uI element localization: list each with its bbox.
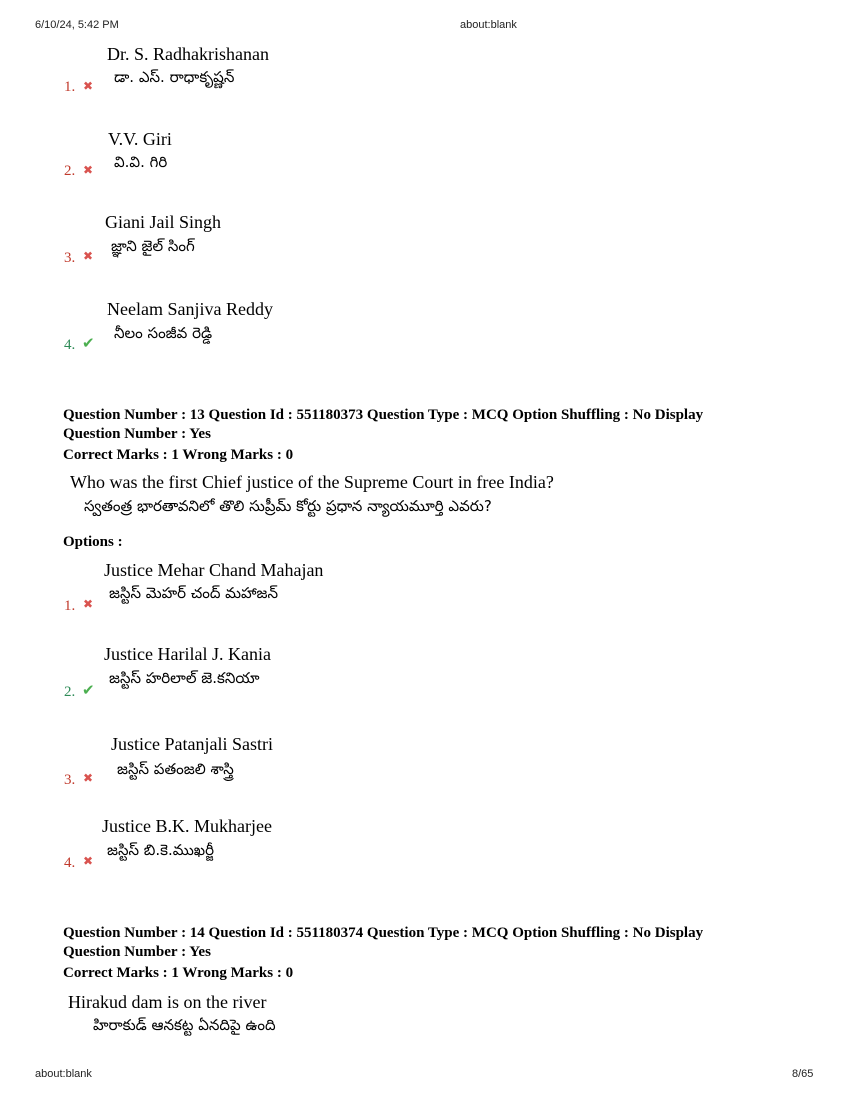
option-number: 3. bbox=[64, 772, 76, 788]
question-text-te: స్వతంత్ర భారతావనిలో తొలి సుప్రీమ్ కోర్టు ప్రధాన న్యాయమూర్తి ఎవరు? bbox=[84, 497, 492, 515]
options-label: Options : bbox=[63, 534, 123, 550]
option-text-en: Justice Harilal J. Kania bbox=[104, 644, 271, 664]
option-number: 2. bbox=[64, 684, 76, 700]
option-text-en: Justice B.K. Mukharjee bbox=[102, 816, 272, 836]
question-meta-line: Question Number : 13 Question Id : 551180373 Question Type : MCQ Option Shuffling : No Display bbox=[63, 407, 704, 423]
question-marks: Correct Marks : 1 Wrong Marks : 0 bbox=[63, 965, 294, 981]
option-text-te: జస్టిస్ బి.కె.ముఖర్జీ bbox=[107, 841, 215, 859]
option-text-te: జస్టిస్ హరిలాల్ జె.కనియా bbox=[109, 669, 260, 687]
print-url: about:blank bbox=[460, 19, 517, 31]
option-text-en: Neelam Sanjiva Reddy bbox=[107, 299, 273, 319]
check-icon: ✔ bbox=[82, 681, 95, 699]
option-text-en: Dr. S. Radhakrishanan bbox=[107, 44, 269, 64]
wrong-icon: ✖ bbox=[83, 771, 94, 785]
wrong-icon: ✖ bbox=[83, 79, 94, 93]
option-text-te: జస్టిస్ పతంజలి శాస్త్రి bbox=[117, 760, 234, 778]
option-text-te: వి.వి. గిరి bbox=[114, 153, 168, 171]
option-text-en: Justice Mehar Chand Mahajan bbox=[104, 560, 324, 580]
question-meta-line: Question Number : 14 Question Id : 551180374 Question Type : MCQ Option Shuffling : No Display bbox=[63, 925, 704, 941]
question-text-en: Hirakud dam is on the river bbox=[68, 992, 267, 1012]
option-text-te: డా. ఎస్. రాధాకృష్ణన్ bbox=[114, 68, 235, 86]
question-text-en: Who was the first Chief justice of the Supreme Court in free India? bbox=[70, 472, 554, 492]
page-number: 8/65 bbox=[792, 1068, 814, 1080]
question-meta-line: Question Number : Yes bbox=[63, 426, 211, 442]
question-marks: Correct Marks : 1 Wrong Marks : 0 bbox=[63, 447, 294, 463]
option-number: 4. bbox=[64, 337, 76, 353]
footer-url: about:blank bbox=[35, 1068, 92, 1080]
option-text-te: జస్టిస్ మెహర్ చంద్ మహాజన్ bbox=[109, 584, 279, 602]
option-number: 4. bbox=[64, 855, 76, 871]
question-meta-line: Question Number : Yes bbox=[63, 944, 211, 960]
wrong-icon: ✖ bbox=[83, 854, 94, 868]
wrong-icon: ✖ bbox=[83, 597, 94, 611]
option-number: 1. bbox=[64, 598, 76, 614]
option-number: 3. bbox=[64, 250, 76, 266]
option-text-en: Justice Patanjali Sastri bbox=[111, 734, 273, 754]
wrong-icon: ✖ bbox=[83, 249, 94, 263]
check-icon: ✔ bbox=[82, 334, 95, 352]
option-text-te: జ్ఞాని జైల్ సింగ్ bbox=[111, 237, 195, 255]
wrong-icon: ✖ bbox=[83, 163, 94, 177]
option-number: 1. bbox=[64, 79, 76, 95]
question-text-te: హిరాకుడ్ ఆనకట్ట ఏనదిపై ఉంది bbox=[93, 1016, 276, 1034]
option-text-en: V.V. Giri bbox=[108, 129, 172, 149]
option-text-te: నీలం సంజీవ రెడ్డి bbox=[114, 324, 213, 342]
option-number: 2. bbox=[64, 163, 76, 179]
option-text-en: Giani Jail Singh bbox=[105, 212, 221, 232]
print-datetime: 6/10/24, 5:42 PM bbox=[35, 19, 119, 31]
